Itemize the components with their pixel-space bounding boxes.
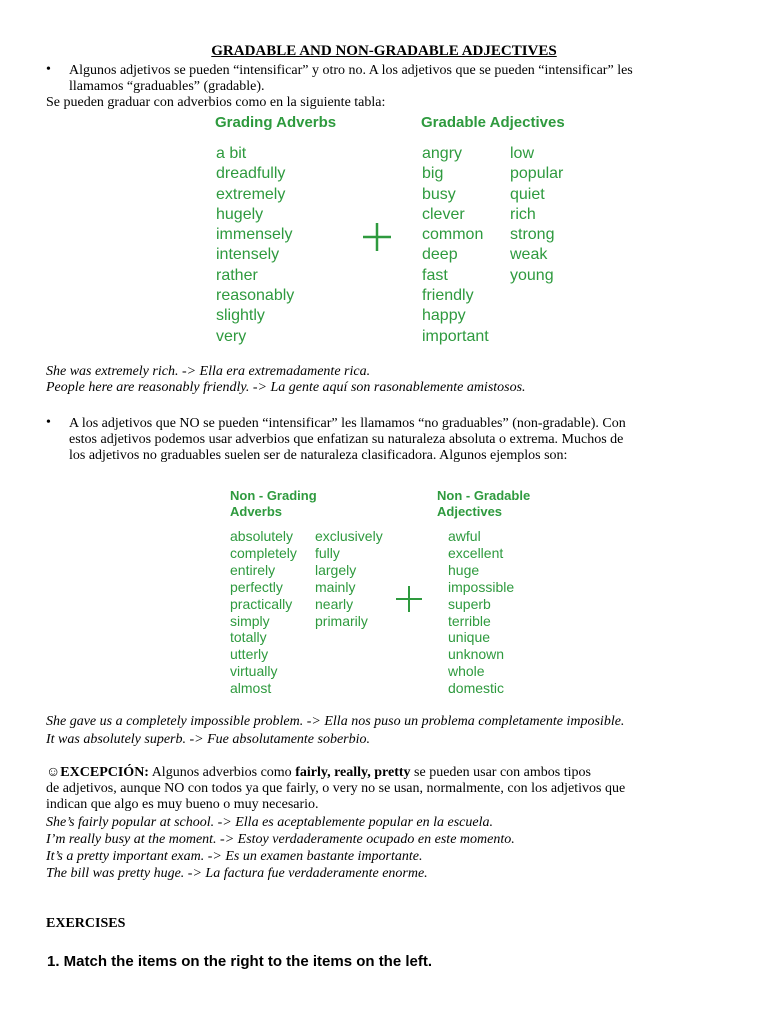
list-item: exclusively: [315, 528, 383, 544]
list-item: young: [510, 266, 554, 284]
list-item: dreadfully: [216, 165, 286, 183]
list-item: reasonably: [216, 287, 295, 305]
header-line: Adjectives: [437, 504, 503, 519]
list-item: clever: [422, 205, 465, 223]
list-item: primarily: [315, 612, 368, 629]
non-gradable-adjectives-list: [448, 528, 514, 697]
gradable-adjectives-list-2: [510, 144, 563, 286]
list-item: virtually: [230, 663, 278, 680]
list-item: simply: [230, 612, 270, 629]
list-item: whole: [448, 663, 485, 680]
exception-line-3: indican que algo es muy bueno o muy necesario.: [46, 797, 319, 812]
list-item: completely: [230, 544, 297, 561]
exception-example-1: She’s fairly popular at school. -> Ella es aceptablemente popular en la escuela.: [46, 815, 494, 830]
page-title: GRADABLE AND NON-GRADABLE ADJECTIVES: [211, 43, 557, 59]
list-item: intensely: [216, 246, 280, 264]
grading-adverbs-list: [216, 144, 294, 347]
exception-example-2: I’m really busy at the moment. -> Estoy verdaderamente ocupado en este momento.: [46, 832, 515, 847]
list-item: extremely: [216, 185, 286, 203]
list-item: common: [422, 226, 484, 244]
list-item: fast: [422, 266, 448, 284]
list-item: quiet: [510, 185, 545, 203]
example-1: She was extremely rich. -> Ella era extremadamente rica.: [46, 364, 371, 379]
list-item: deep: [422, 246, 458, 264]
non-grading-adverbs-list-1: [230, 528, 297, 697]
intro-line-1: Algunos adjetivos se pueden “intensificar” y otro no. A los adjetivos que se pueden “intensificar” les: [69, 63, 633, 78]
header-line: Non - Gradable: [437, 488, 531, 503]
list-item: hugely: [216, 205, 264, 223]
nongradable-line-1: A los adjetivos que NO se pueden “intensificar” les llamamos “no graduables” (non-gradable). Con: [69, 416, 626, 431]
grading-adverbs-header: Grading Adverbs: [215, 114, 337, 131]
list-item: important: [422, 327, 489, 345]
non-grading-adverbs-header: [230, 488, 317, 520]
header-line: Non - Grading: [230, 488, 317, 503]
exception-line-1: [46, 765, 591, 781]
list-item: angry: [422, 145, 463, 162]
list-item: rather: [216, 266, 258, 284]
plus-icon: [394, 584, 424, 614]
list-item: strong: [510, 226, 555, 244]
list-item: impossible: [448, 578, 515, 595]
header-line: Adverbs: [230, 504, 283, 519]
list-item: happy: [422, 307, 466, 325]
list-item: a bit: [216, 145, 247, 162]
exception-bold-words: fairly, really, pretty: [295, 765, 411, 780]
exercises-heading: EXERCISES: [46, 916, 126, 931]
list-item: fully: [315, 544, 340, 561]
list-item: excellent: [448, 544, 504, 561]
list-item: terrible: [448, 612, 491, 629]
intro-line-2: llamamos “graduables” (gradable).: [69, 79, 265, 94]
bullet-icon: •: [46, 62, 51, 77]
list-item: rich: [510, 205, 536, 223]
non-gradable-adjectives-header: [437, 488, 530, 520]
non-grading-adverbs-list-2: [315, 528, 383, 629]
list-item: busy: [422, 185, 456, 203]
list-item: domestic: [448, 680, 505, 697]
list-item: superb: [448, 595, 491, 612]
bullet-icon: •: [46, 415, 51, 430]
list-item: immensely: [216, 226, 293, 244]
plus-icon: [361, 221, 393, 253]
list-item: totally: [230, 629, 267, 646]
exception-example-3: It’s a pretty important exam. -> Es un examen bastante importante.: [46, 849, 423, 864]
list-item: awful: [448, 528, 481, 544]
list-item: very: [216, 327, 247, 345]
list-item: low: [510, 145, 535, 162]
smiley-icon: ☺: [46, 765, 61, 780]
gradable-adjectives-header: Gradable Adjectives: [421, 114, 565, 131]
list-item: unique: [448, 629, 491, 646]
exception-line-2: de adjetivos, aunque NO con todos ya que fairly, o very no se usan, normalmente, con los adjetivos que: [46, 781, 626, 796]
example-3: She gave us a completely impossible problem. -> Ella nos puso un problema completamente imposible.: [46, 714, 625, 729]
list-item: utterly: [230, 646, 269, 663]
list-item: largely: [315, 561, 357, 578]
exercise-1-instruction: 1. Match the items on the right to the items on the left.: [47, 953, 433, 970]
exception-text-b: se pueden usar con ambos tipos: [410, 765, 591, 780]
list-item: popular: [510, 165, 564, 183]
list-item: entirely: [230, 561, 276, 578]
list-item: practically: [230, 595, 293, 612]
nongradable-line-3: los adjetivos no graduables suelen ser de naturaleza clasificadora. Algunos ejemplos son:: [69, 448, 568, 463]
nongradable-line-2: estos adjetivos podemos usar adverbios que enfatizan su naturaleza absoluta o extrema. Muchos de: [69, 432, 624, 447]
list-item: mainly: [315, 578, 356, 595]
list-item: nearly: [315, 595, 354, 612]
list-item: weak: [510, 246, 548, 264]
exception-text-a: Algunos adverbios como: [148, 765, 296, 780]
list-item: absolutely: [230, 528, 294, 544]
example-2: People here are reasonably friendly. -> La gente aquí son rasonablemente amistosos.: [46, 380, 526, 395]
list-item: slightly: [216, 307, 265, 325]
exception-example-4: The bill was pretty huge. -> La factura fue verdaderamente enorme.: [46, 866, 428, 881]
list-item: friendly: [422, 287, 474, 305]
gradable-adjectives-list-1: [422, 144, 489, 347]
example-4: It was absolutely superb. -> Fue absolutamente soberbio.: [46, 732, 371, 747]
list-item: almost: [230, 680, 272, 697]
list-item: unknown: [448, 646, 505, 663]
list-item: big: [422, 165, 444, 183]
table-intro: Se pueden graduar con adverbios como en la siguiente tabla:: [46, 95, 386, 110]
list-item: perfectly: [230, 578, 283, 595]
list-item: huge: [448, 561, 480, 578]
exception-label: EXCEPCIÓN:: [60, 765, 149, 780]
